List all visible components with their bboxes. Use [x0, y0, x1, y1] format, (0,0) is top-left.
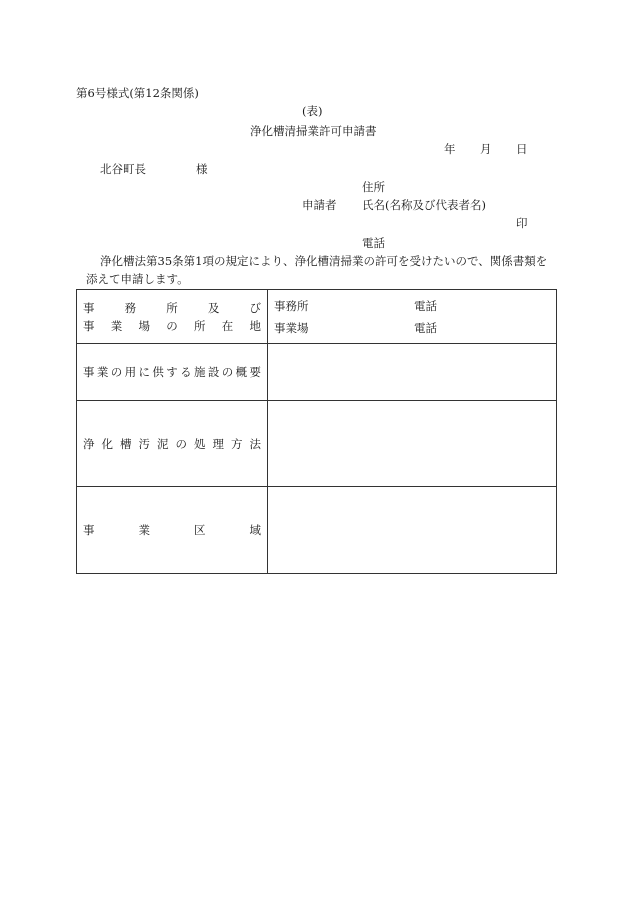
worksite-label: 事業場 [274, 320, 309, 335]
sludge-label-char: 化 [101, 436, 113, 451]
sludge-label-char: 汚 [138, 436, 150, 451]
facilities-label-char: 要 [249, 365, 261, 379]
sludge-label [83, 437, 261, 451]
value-cell-area[interactable] [268, 487, 557, 574]
location-label-char: 地 [249, 318, 261, 333]
facilities-label-char: 業 [96, 365, 109, 379]
addressee-honorific: 様 [196, 162, 208, 176]
facilities-label-char: 施 [194, 365, 206, 379]
value-cell-sludge[interactable] [268, 401, 557, 487]
applicant-name-label: 氏名(名称及び代表者名) [362, 198, 486, 212]
location-label-char: 務 [124, 300, 137, 315]
value-cell-location[interactable] [268, 290, 557, 344]
seal-mark: 印 [516, 216, 528, 230]
office-line [268, 299, 556, 313]
office-phone-label: 電話 [414, 298, 437, 313]
value-cell-facilities[interactable] [268, 344, 557, 401]
form-number: 第6号様式(第12条関係) [76, 86, 199, 100]
location-label-char: 業 [110, 318, 123, 333]
facilities-label-char: 供 [152, 365, 164, 379]
location-label-char: の [166, 318, 178, 333]
addressee-name: 北谷町長 [100, 162, 146, 176]
sludge-label-char: 槽 [120, 436, 132, 451]
facilities-label-char: の [110, 365, 123, 379]
facilities-label-char: 事 [83, 365, 95, 379]
area-label-char: 域 [249, 523, 261, 537]
side-indicator: (表) [302, 104, 323, 118]
label-cell-facilities [77, 344, 268, 401]
table-row-area [77, 487, 557, 574]
facilities-label-char: 用 [124, 365, 137, 379]
table-row-location [77, 290, 557, 344]
facilities-label-char: の [221, 365, 234, 379]
facilities-label [83, 365, 261, 379]
location-label-line2 [83, 319, 261, 333]
area-label [83, 523, 261, 537]
facilities-label-char: 概 [235, 365, 248, 379]
sludge-label-char: 理 [212, 436, 224, 451]
date-month: 月 [480, 142, 492, 156]
label-cell-area [77, 487, 268, 574]
sludge-label-char: 処 [194, 436, 206, 451]
applicant-address-label: 住所 [362, 180, 385, 194]
body-text-line1: 浄化槽法第35条第1項の規定により、浄化槽清掃業の許可を受けたいので、関係書類を [100, 254, 548, 268]
location-label-char: 事 [83, 318, 95, 333]
applicant-label: 申請者 [302, 198, 337, 212]
worksite-phone-label: 電話 [414, 320, 437, 335]
label-cell-sludge [77, 401, 268, 487]
location-label-char: 場 [138, 318, 150, 333]
sludge-label-char: 浄 [83, 436, 95, 451]
location-label-char: 在 [221, 318, 234, 333]
sludge-label-char: 泥 [157, 436, 169, 451]
area-label-char: 区 [194, 523, 206, 537]
worksite-line [268, 321, 556, 335]
table-row-sludge [77, 401, 557, 487]
facilities-label-char: る [180, 365, 192, 379]
facilities-label-char: 設 [207, 365, 220, 379]
applicant-phone-label: 電話 [362, 236, 385, 250]
facilities-label-char: す [166, 365, 178, 379]
location-label-char: 所 [194, 318, 206, 333]
facilities-label-char: に [138, 365, 150, 379]
location-label-char: 及 [207, 300, 220, 315]
sludge-label-char: の [175, 436, 187, 451]
document-title: 浄化槽清掃業許可申請書 [250, 124, 377, 138]
label-cell-location [77, 290, 268, 344]
sludge-label-char: 法 [249, 436, 261, 451]
location-label-line1 [83, 301, 261, 315]
sludge-label-char: 方 [231, 436, 243, 451]
area-label-char: 事 [83, 523, 95, 537]
table-row-facilities [77, 344, 557, 401]
date-year: 年 [444, 142, 456, 156]
location-label-char: び [249, 300, 261, 315]
office-label: 事務所 [274, 298, 309, 313]
location-label-char: 所 [166, 300, 178, 315]
area-label-char: 業 [138, 523, 150, 537]
body-text-line2: 添えて申請します。 [86, 272, 189, 286]
application-table [76, 289, 557, 574]
location-label-char: 事 [83, 300, 95, 315]
date-day: 日 [516, 142, 528, 156]
